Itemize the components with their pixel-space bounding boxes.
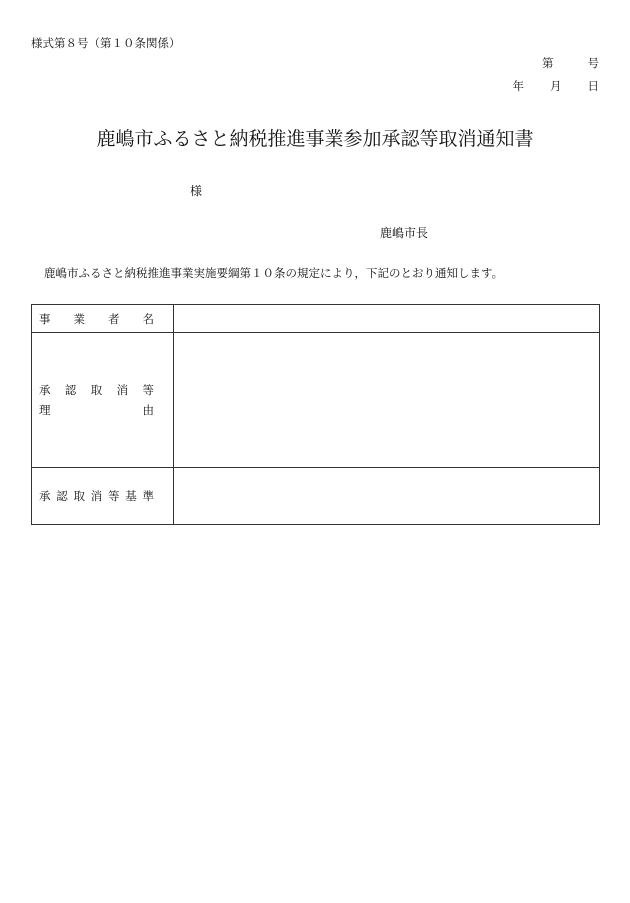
value-cancellation-reason[interactable] xyxy=(174,333,600,468)
doc-number-prefix: 第 xyxy=(542,56,554,70)
value-cancellation-criteria[interactable] xyxy=(174,468,600,525)
date-year: 年 xyxy=(512,79,524,93)
addressee-suffix: 様 xyxy=(190,184,203,198)
form-number: 様式第８号（第１０条関係） xyxy=(31,36,181,50)
label-cancellation-reason: 承 認 取 消 等 理 由 xyxy=(32,333,174,468)
document-date xyxy=(513,78,600,94)
notice-body-text: 鹿嶋市ふるさと納税推進事業実施要綱第１０条の規定により，下記のとおり通知します。 xyxy=(44,266,504,280)
table-row-cancellation-reason xyxy=(32,333,600,468)
issuer-name: 鹿嶋市長 xyxy=(380,226,429,240)
document-number xyxy=(542,55,599,71)
value-business-name[interactable] xyxy=(174,305,600,333)
table-row-business-name xyxy=(32,305,600,333)
doc-number-suffix: 号 xyxy=(587,56,599,70)
document-title: 鹿嶋市ふるさと納税推進事業参加承認等取消通知書 xyxy=(96,128,534,150)
date-day: 日 xyxy=(587,79,599,93)
label-cancellation-criteria: 承 認 取 消 等 基 準 xyxy=(32,468,174,525)
notice-form-table xyxy=(31,304,600,525)
date-month: 月 xyxy=(550,79,562,93)
label-business-name: 事 業 者 名 xyxy=(32,305,174,333)
table-row-cancellation-criteria xyxy=(32,468,600,525)
